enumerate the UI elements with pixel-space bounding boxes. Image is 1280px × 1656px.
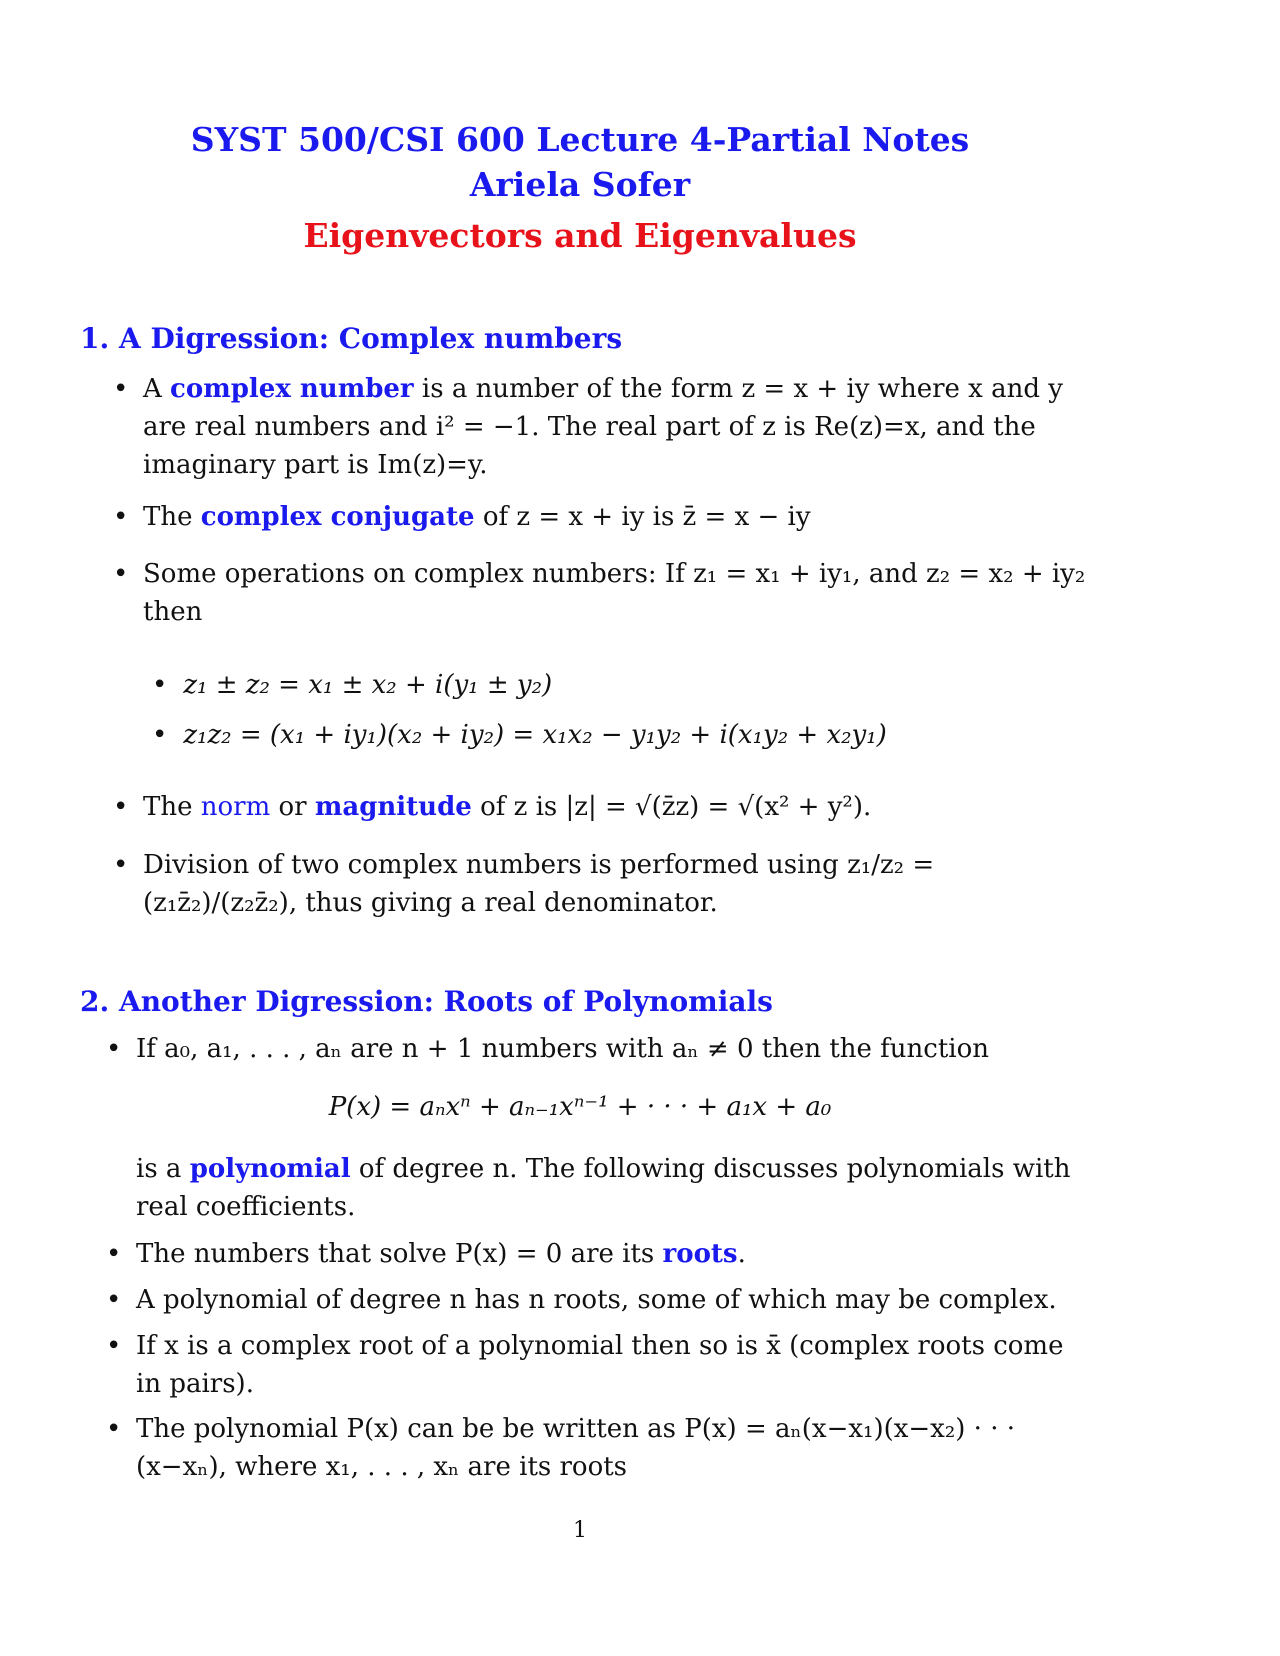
sub-list-item: • z₁z₂ = (x₁ + iy₁)(x₂ + iy₂) = x₁x₂ − y₁y₂ + i(x₁y₂ + x₂y₁) [152,720,887,750]
bullet-icon: • [106,1414,122,1444]
term-norm: norm [200,792,271,822]
bullet-icon: • [152,720,168,750]
bullet-icon: • [106,1239,122,1269]
list-item: • The polynomial P(x) can be be written as P(x) = aₙ(x−x₁)(x−x₂) · · · (x−xₙ), where x₁, . . . , xₙ are its roots [106,1410,1086,1486]
bullet-icon: • [113,374,129,404]
page-number: 1 [573,1518,587,1543]
sub-list-item: • z₁ ± z₂ = x₁ ± x₂ + i(y₁ ± y₂) [152,670,553,700]
bullet-icon: • [106,1034,122,1064]
term-polynomial: polynomial [189,1154,351,1184]
list-item: • The norm or magnitude of z is |z| = √(z̄z) = √(x² + y²). [113,788,1093,826]
bullet-icon: • [106,1285,122,1315]
section-heading-complex-numbers: 1. A Digression: Complex numbers [80,322,623,355]
document-title: SYST 500/CSI 600 Lecture 4-Partial Notes [190,120,970,159]
list-item: • The numbers that solve P(x) = 0 are its roots. [106,1235,1086,1273]
list-item: • If a₀, a₁, . . . , aₙ are n + 1 numbers with aₙ ≠ 0 then the function [106,1030,1086,1068]
bullet-icon: • [106,1331,122,1361]
list-item: • Some operations on complex numbers: If z₁ = x₁ + iy₁, and z₂ = x₂ + iy₂ then [113,555,1093,631]
document-author: Ariela Sofer [469,165,691,204]
list-item: • The complex conjugate of z = x + iy is z̄ = x − iy [113,498,1093,536]
bullet-icon: • [152,670,168,700]
polynomial-equation: P(x) = aₙxⁿ + aₙ₋₁xⁿ⁻¹ + · · · + a₁x + a₀ [328,1092,832,1122]
term-complex-conjugate: complex conjugate [200,502,475,532]
paragraph: is a polynomial of degree n. The following discusses polynomials with real coefficients. [136,1154,1071,1222]
section-heading-roots-of-polynomials: 2. Another Digression: Roots of Polynomials [80,985,773,1018]
term-complex-number: complex number [170,374,414,404]
list-item: • Division of two complex numbers is performed using z₁/z₂ = (z₁z̄₂)/(z₂z̄₂), thus giving a real denominator. [113,846,1093,922]
list-item: • A polynomial of degree n has n roots, some of which may be complex. [106,1281,1086,1319]
list-item: • A complex number is a number of the form z = x + iy where x and y are real numbers and i² = −1. The real part of z is Re(z)=x, and the imaginary part is Im(z)=y. [113,370,1093,484]
term-roots: roots [662,1239,738,1269]
bullet-icon: • [113,792,129,822]
list-item: • If x is a complex root of a polynomial then so is x̄ (complex roots come in pairs). [106,1327,1086,1403]
document-subtitle: Eigenvectors and Eigenvalues [303,216,857,255]
bullet-icon: • [113,502,129,532]
bullet-icon: • [113,559,129,589]
term-magnitude: magnitude [314,792,472,822]
bullet-icon: • [113,850,129,880]
